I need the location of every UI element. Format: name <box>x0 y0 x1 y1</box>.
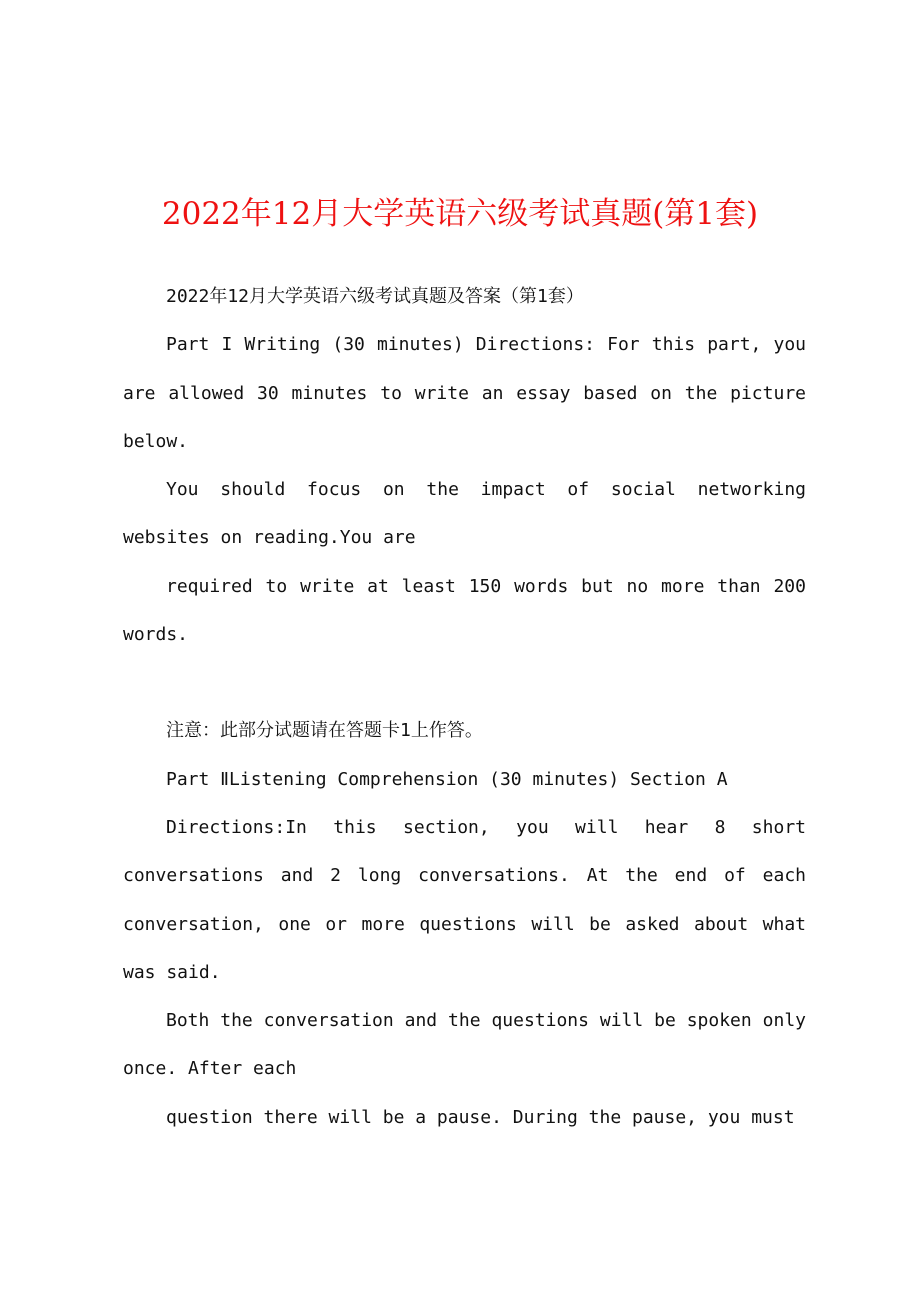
subtitle-paragraph: 2022年12月大学英语六级考试真题及答案（第1套） <box>166 286 584 307</box>
listening-directions-paragraph: Directions:In this section, you will hear 8 short conversations and 2 long conversations. At the end of each conversation, one or more questions will be asked about what was said. <box>123 816 806 983</box>
pause-paragraph: question there will be a pause. During the pause, you must <box>166 1106 795 1128</box>
writing-focus-paragraph: You should focus on the impact of social networking websites on reading.You are <box>123 479 806 549</box>
writing-directions-paragraph: Part I Writing (30 minutes) Directions: For this part, you are allowed 30 minutes to write an essay based on the picture below. <box>123 334 806 452</box>
listening-section-heading: Part ⅡListening Comprehension (30 minutes) Section A <box>166 768 728 790</box>
document-body <box>123 273 806 1142</box>
spoken-once-paragraph: Both the conversation and the questions will be spoken only once. After each <box>123 1010 806 1080</box>
answer-sheet-note: 注意：此部分试题请在答题卡1上作答。 <box>166 720 483 742</box>
word-requirement-paragraph: required to write at least 150 words but no more than 200 words. <box>123 575 806 646</box>
paragraph-gap <box>123 659 806 707</box>
document-title: 2022年12月大学英语六级考试真题(第1套) <box>161 196 759 232</box>
